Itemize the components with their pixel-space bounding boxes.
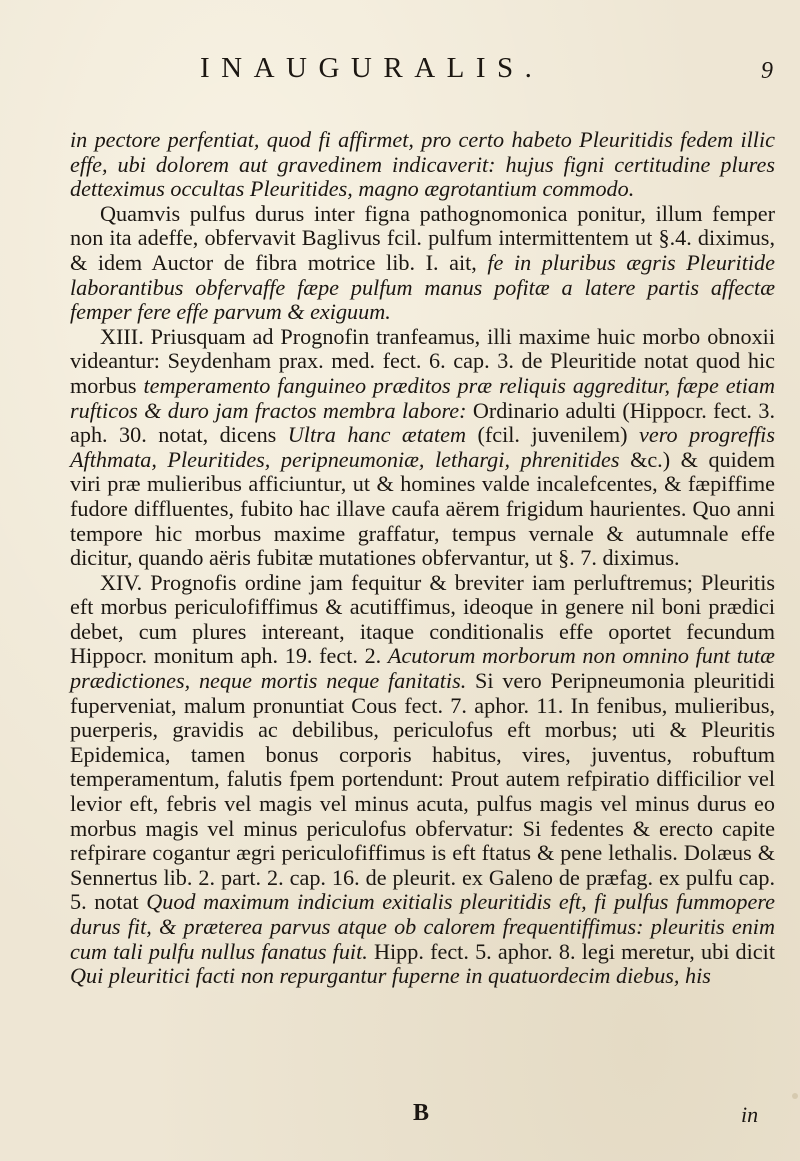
text-run: Quamvis pulfus durus inter figna pathognomonica ponitur, illum femper non ita adeffe, obfervavit Baglivus fcil. pulfum intermittentem ut §.4. diximus, & idem Auctor de fibra motrice lib. I. ait,: [70, 200, 775, 275]
running-title: INAUGURALIS.: [200, 52, 544, 84]
text-run: XIII. Priusquam ad Prognofin tranfeamus, illi maxime huic morbo obnoxii videantur: Seydenham prax. med. fect. 6. cap. 3. de Pleuritide notat quod hic morbus: [70, 323, 775, 398]
italic-run: fe in pluribus ægris Pleuritide laborantibus obfervaffe fæpe pulfum manus pofitæ a latere partis affectæ femper fere effe parvum & exiguum.: [70, 249, 775, 325]
italic-run: Ultra hanc ætatem: [287, 422, 467, 448]
paragraph-p2: [70, 202, 775, 325]
paper-stain: [792, 1093, 798, 1099]
paragraph-p1: [70, 128, 775, 202]
text-run: &c.) & quidem viri præ mulieribus afficiuntur, ut & homines valde incalefcentes, & fæpiffime fudore diffluentes, fubito hac illave caufa aërem frigidum haurientes. Quo anni tempore hic morbus maxime graffatur, tempus vernale & autumnale effe dicitur, quando aëris fubitæ mutationes obfervantur, ut §. 7. diximus.: [70, 446, 775, 571]
page-footer: [0, 1098, 800, 1128]
text-run: Ordinario adulti (Hippocr. fect. 3. aph. 30. notat, dicens: [70, 397, 775, 448]
paragraph-p4: [70, 571, 775, 989]
text-run: XIV. Prognofis ordine jam fequitur & breviter iam perluftremus; Pleuritis eft morbus periculofiffimus & acutiffimus, ideoque in genere nil boni prædici debet, cum plures intereant, itaque conditionalis effe oportet fecundum Hippocr. monitum aph. 19. fect. 2.: [70, 569, 775, 669]
italic-run: vero progreffis Afthmata, Pleuritides, peripneumoniæ, lethargi, phrenitides: [70, 422, 775, 472]
signature-mark: B: [413, 1100, 430, 1126]
running-head: [0, 48, 800, 88]
italic-run: Acutorum morborum non omnino funt tutæ prædictiones, neque mortis neque fanitatis.: [70, 643, 775, 694]
italic-run: Qui pleuritici facti non repurgantur fuperne in quatuordecim diebus, his: [70, 963, 711, 989]
text-run: Hipp. fect. 5. aphor. 8. legi meretur, ubi dicit: [367, 938, 775, 964]
italic-run: temperamento fanguineo præditos præ reliquis aggreditur, fæpe etiam rufticos & duro jam fractos membra labore:: [70, 372, 775, 423]
text-run: (fcil. juvenilem): [466, 422, 640, 448]
catchword: in: [741, 1102, 759, 1127]
italic-run: in pectore perfentiat, quod fi affirmet, pro certo habeto Pleuritidis fedem illic effe, ubi dolorem aut gravedinem indicaverit: hujus figni certitudine plures detteximus occultas Pleuritides, magno ægrotantium commodo.: [70, 127, 775, 202]
italic-run: Quod maximum indicium exitialis pleuritidis eft, fi pulfus fummopere durus fit, & præterea parvus atque ob calorem frequentiffimus: pleuritis enim cum tali pulfu nullus fanatus fuit.: [70, 889, 775, 964]
text-run: Si vero Peripneumonia pleuritidi fuperveniat, malum pronuntiat Cous fect. 7. aphor. 11. In fenibus, mulieribus, puerperis, gravidis ac debilibus, periculofus eft morbus; uti & Pleuritis Epidemica, tamen bonus corporis habitus, vires, juventus, robuftum temperamentum, falutis fpem portendunt: Prout autem refpiratio difficilior vel levior eft, febris vel magis vel minus acuta, pulfus magis vel minus durus eo morbus magis vel minus periculofus obfervatur: Si fedentes & erecto capite refpirare cogantur ægri periculofiffimus is eft ftatus & pene lethalis. Dolæus & Sennertus lib. 2. part. 2. cap. 16. de pleurit. ex Galeno de præfag. ex pulfu cap. 5. notat: [70, 668, 775, 915]
paragraph-p3: [70, 325, 775, 571]
body-text: [70, 128, 775, 989]
page-number: 9: [761, 58, 773, 84]
